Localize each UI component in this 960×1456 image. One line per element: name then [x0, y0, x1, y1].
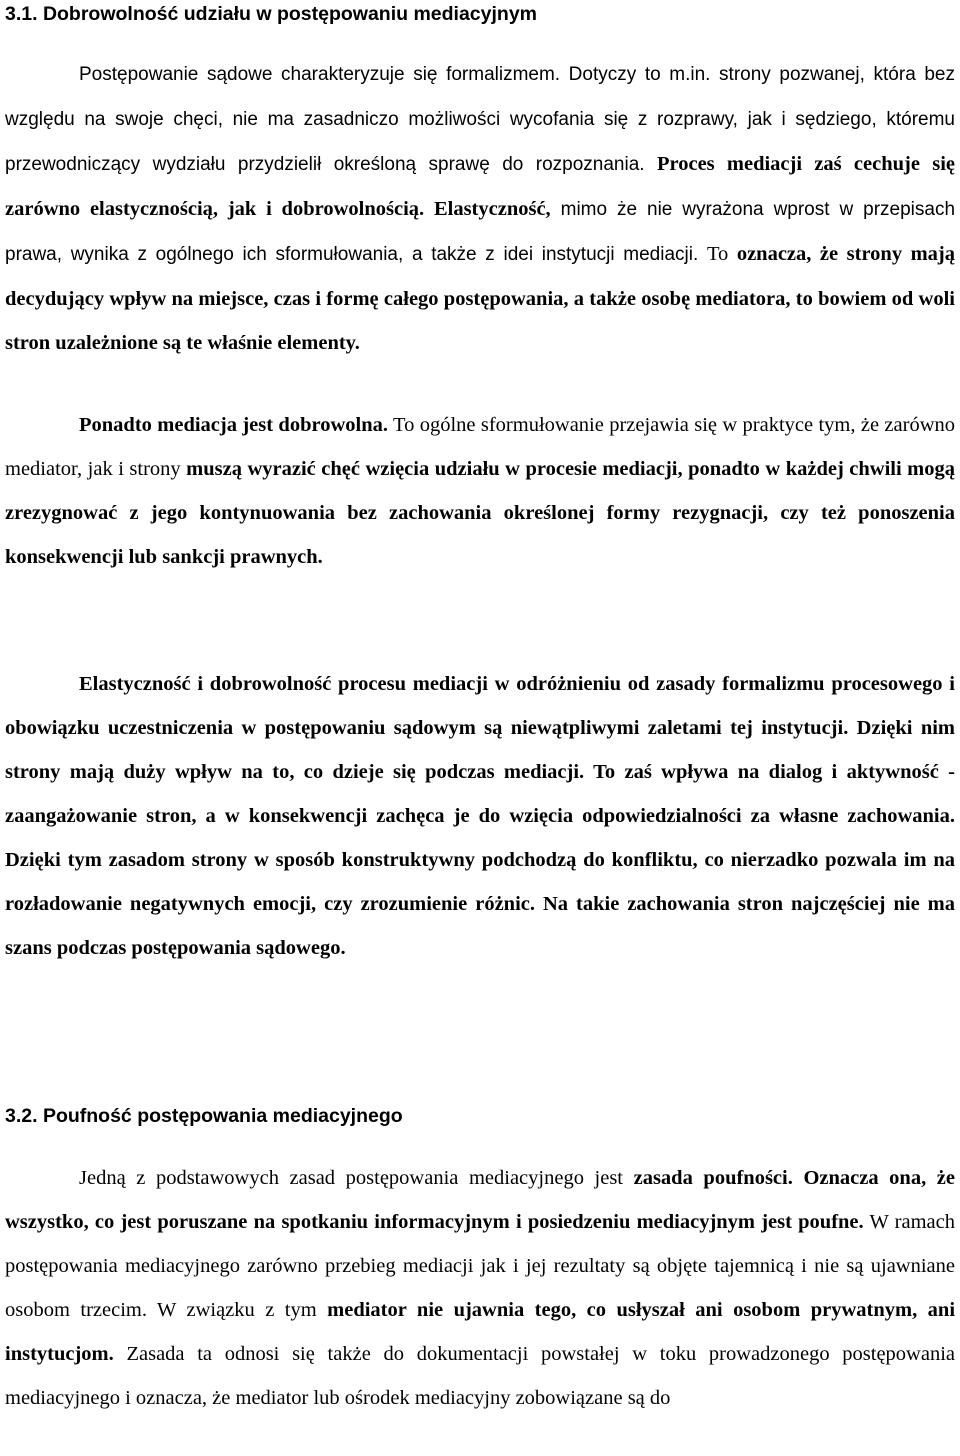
text-run: To ogólne sformułowanie przejawia się w praktyce tym, że zarówno mediator, jak i strony	[5, 414, 956, 480]
text-run	[728, 243, 737, 265]
bold-run: muszą wyrazić chęć wzięcia udziału w procesie mediacji, ponadto w każdej chwili mogą zrezygnować z jego kontynuowania bez zachowania określonej formy rezygnacji, czy też ponoszenia konsekwencji lub sankcji prawnych.	[5, 458, 955, 568]
paragraph-formalism	[5, 52, 955, 365]
bold-run: zasada poufności. Oznacza ona, że wszystko, co jest poruszane na spotkaniu informacyjnym i posiedzeniu mediacyjnym jest poufne.	[5, 1167, 956, 1233]
text-run: Postępowanie sądowe charakteryzuje się formalizmem. Dotyczy to m.in. strony pozwanej, która bez względu na swoje chęci, nie ma zasadniczo możliwości wycofania się z rozprawy, jak i sędziego, któremu przewodniczący wydziału przydzielił określoną sprawę do rozpoznania.	[5, 64, 955, 175]
bold-run: oznacza, że strony mają decydujący wpływ na miejsce, czas i formę całego postępowania, a także osobę mediatora, to bowiem od woli stron uzależnione są te właśnie elementy.	[5, 243, 956, 354]
text-run: Jedną z podstawowych zasad postępowania mediacyjnego jest	[79, 1167, 634, 1189]
paragraph-confidentiality	[5, 1156, 955, 1420]
text-run	[424, 198, 434, 220]
text-run: mimo że nie wyrażona wprost w przepisach prawa, wynika z ogólnego ich sformułowania, a także z idei instytucji mediacji.	[5, 199, 956, 265]
bold-run: Ponadto mediacja jest dobrowolna.	[79, 414, 388, 436]
bold-run: Proces mediacji zaś cechuje się zarówno elastycznością, jak i dobrowolnością.	[5, 153, 955, 220]
bold-run: Elastyczność,	[433, 198, 551, 220]
section-heading-3-2: 3.2. Poufność postępowania mediacyjnego	[5, 1105, 403, 1127]
paragraph-voluntary	[5, 403, 955, 579]
paragraph-advantages	[5, 662, 955, 970]
text-run: Zasada ta odnosi się także do dokumentacji powstałej w toku prowadzonego postępowania mediacyjnego i oznacza, że mediator lub ośrodek mediacyjny zobowiązane są do	[5, 1343, 955, 1409]
bold-run: mediator nie ujawnia tego, co usłyszał ani osobom prywatnym, ani instytucjom.	[5, 1299, 956, 1365]
text-run: W ramach postępowania mediacyjnego zarówno przebieg mediacji jak i jej rezultaty są objęte tajemnicą i nie są ujawniane osobom trzecim. W związku z tym	[5, 1211, 955, 1321]
text-run: To	[706, 243, 729, 265]
section-heading-3-1: 3.1. Dobrowolność udziału w postępowaniu mediacyjnym	[5, 3, 538, 25]
bold-run: Elastyczność i dobrowolność procesu mediacji w odróżnieniu od zasady formalizmu procesowego i obowiązku uczestniczenia w postępowaniu sądowym są niewątpliwymi zaletami tej instytucji. Dzięki nim strony mają duży wpływ na to, co dzieje się podczas mediacji. To zaś wpływa na dialog i aktywność - zaangażowanie stron, a w konsekwencji zachęca je do wzięcia odpowiedzialności za własne zachowania. Dzięki tym zasadom strony w sposób konstruktywny podchodzą do konfliktu, co nierzadko pozwala im na rozładowanie negatywnych emocji, czy zrozumienie różnic. Na takie zachowania stron najczęściej nie ma szans podczas postępowania sądowego.	[5, 673, 955, 959]
